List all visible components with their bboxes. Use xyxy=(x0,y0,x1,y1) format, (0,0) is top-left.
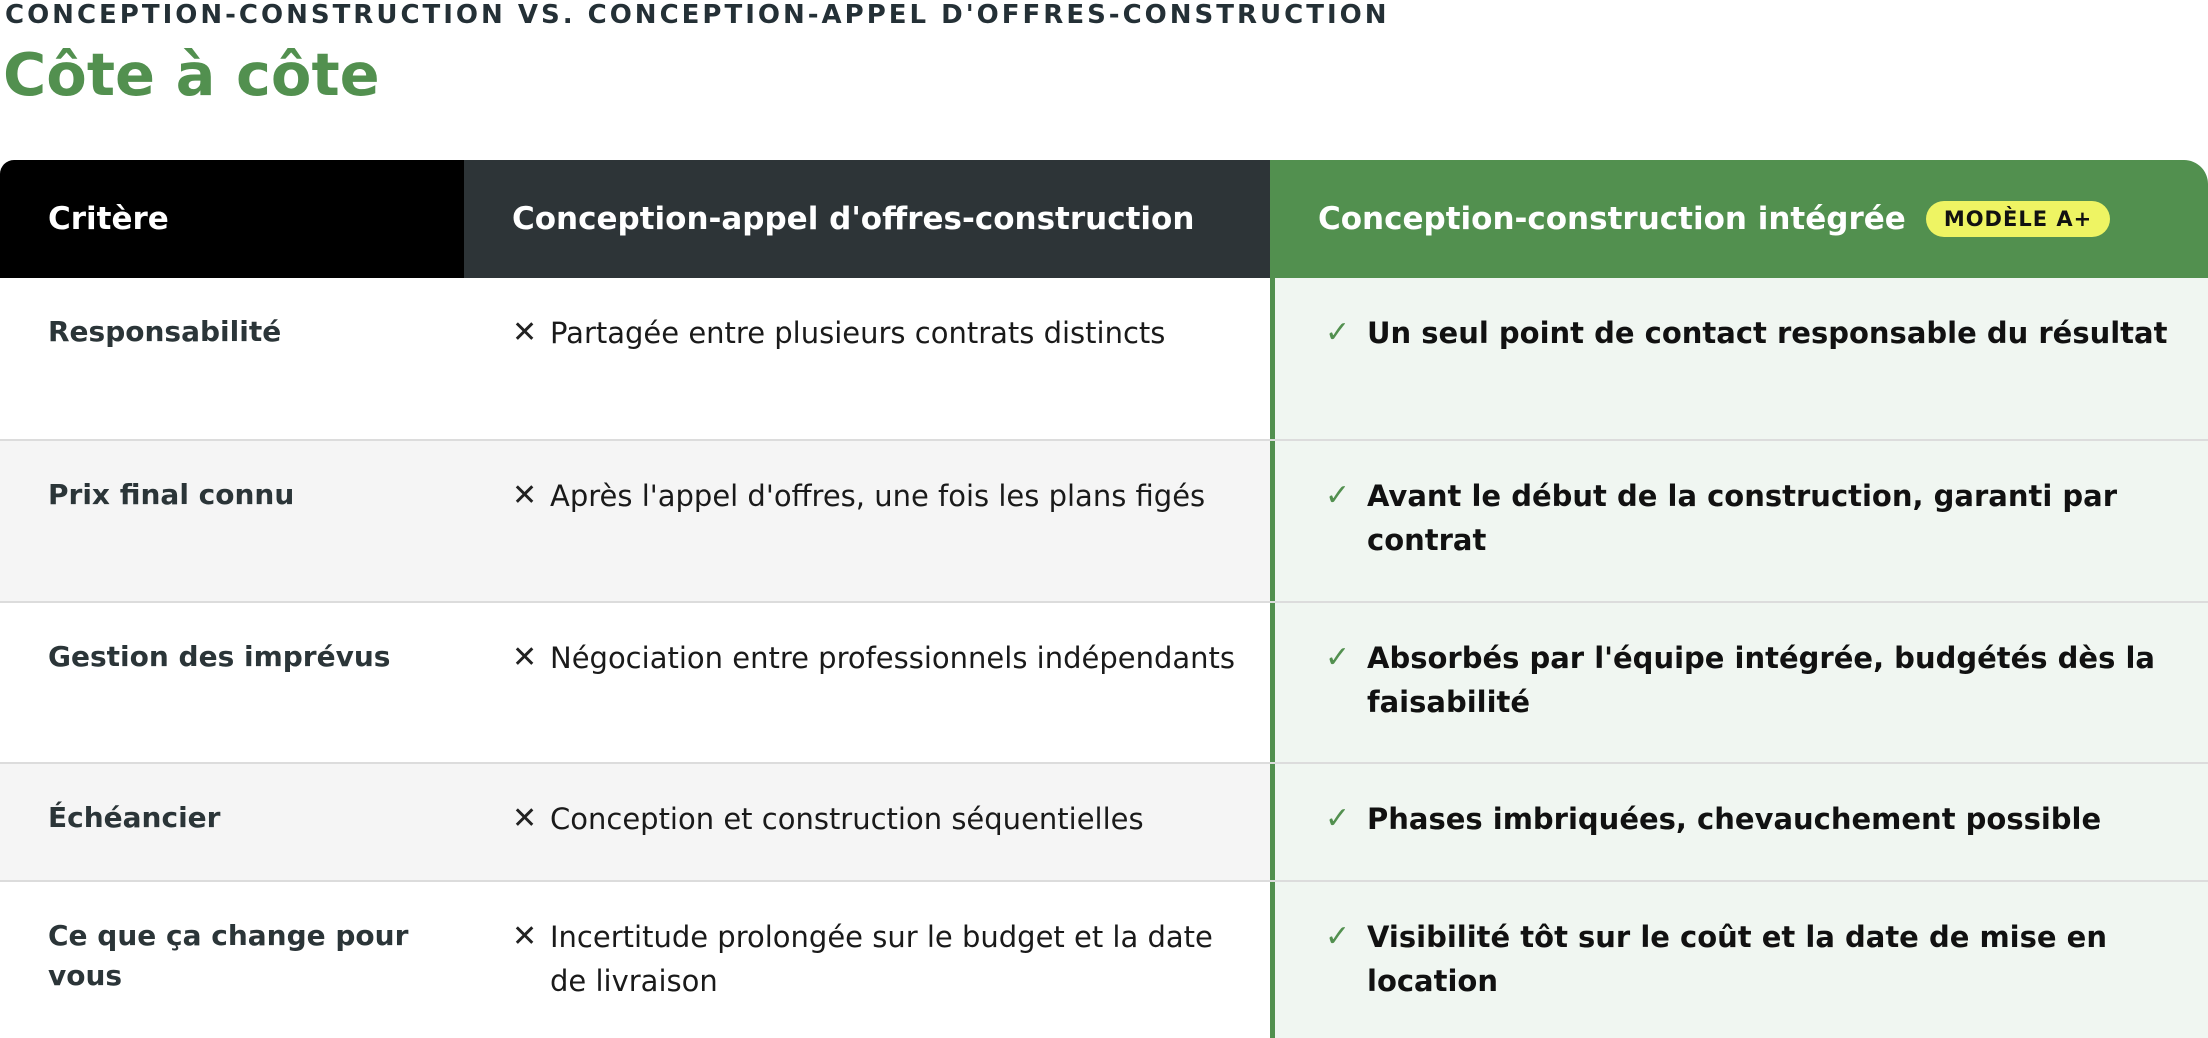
design-build-cell xyxy=(1270,278,2208,439)
section-eyebrow: CONCEPTION-CONSTRUCTION VS. CONCEPTION-APPEL D'OFFRES-CONSTRUCTION xyxy=(5,0,1390,30)
criteria-cell: Gestion des imprévus xyxy=(48,640,391,673)
design-bid-build-cell xyxy=(464,441,1270,601)
design-build-cell xyxy=(1270,603,2208,762)
design-build-text: Avant le début de la construction, garanti par contrat xyxy=(1367,479,2117,557)
design-bid-build-text: Conception et construction séquentielles xyxy=(550,802,1144,836)
model-badge: MODÈLE A+ xyxy=(1926,201,2110,237)
criteria-cell: Prix final connu xyxy=(48,478,295,511)
design-build-cell xyxy=(1270,441,2208,601)
criteria-cell: Responsabilité xyxy=(48,315,282,348)
table-row xyxy=(0,278,2208,441)
table-row xyxy=(0,882,2208,1038)
design-bid-build-text: Après l'appel d'offres, une fois les plans figés xyxy=(550,479,1206,513)
x-icon: ✕ xyxy=(512,919,538,954)
table-row xyxy=(0,764,2208,882)
column-header-design-build-label: Conception-construction intégrée xyxy=(1318,201,1906,237)
design-bid-build-cell xyxy=(464,603,1270,762)
design-build-text: Phases imbriquées, chevauchement possible xyxy=(1367,802,2102,836)
x-icon: ✕ xyxy=(512,478,538,513)
column-header-design-bid-build xyxy=(464,160,1270,278)
table-row xyxy=(0,441,2208,603)
design-build-cell xyxy=(1270,764,2208,880)
column-header-design-build xyxy=(1270,160,2208,278)
x-icon: ✕ xyxy=(512,801,538,836)
check-icon: ✓ xyxy=(1325,640,1351,675)
column-header-criteria xyxy=(0,160,464,278)
check-icon: ✓ xyxy=(1325,315,1351,350)
x-icon: ✕ xyxy=(512,640,538,675)
comparison-table xyxy=(0,160,2208,1038)
table-row xyxy=(0,603,2208,764)
design-bid-build-cell xyxy=(464,278,1270,439)
check-icon: ✓ xyxy=(1325,919,1351,954)
design-build-text: Visibilité tôt sur le coût et la date de mise en location xyxy=(1367,920,2107,998)
design-bid-build-text: Partagée entre plusieurs contrats distincts xyxy=(550,316,1166,350)
section-title: Côte à côte xyxy=(3,40,380,109)
criteria-cell: Échéancier xyxy=(48,801,221,834)
design-build-text: Un seul point de contact responsable du résultat xyxy=(1367,316,2168,350)
design-build-text: Absorbés par l'équipe intégrée, budgétés dès la faisabilité xyxy=(1367,641,2155,719)
column-header-design-bid-build-label: Conception-appel d'offres-construction xyxy=(512,201,1195,237)
design-bid-build-cell xyxy=(464,764,1270,880)
design-bid-build-text: Négociation entre professionnels indépendants xyxy=(550,641,1236,675)
design-bid-build-cell xyxy=(464,882,1270,1038)
criteria-cell: Ce que ça change pour vous xyxy=(48,919,409,992)
column-header-criteria-label: Critère xyxy=(48,201,169,237)
design-bid-build-text: Incertitude prolongée sur le budget et la date de livraison xyxy=(550,920,1213,998)
x-icon: ✕ xyxy=(512,315,538,350)
check-icon: ✓ xyxy=(1325,478,1351,513)
check-icon: ✓ xyxy=(1325,801,1351,836)
design-build-cell xyxy=(1270,882,2208,1038)
